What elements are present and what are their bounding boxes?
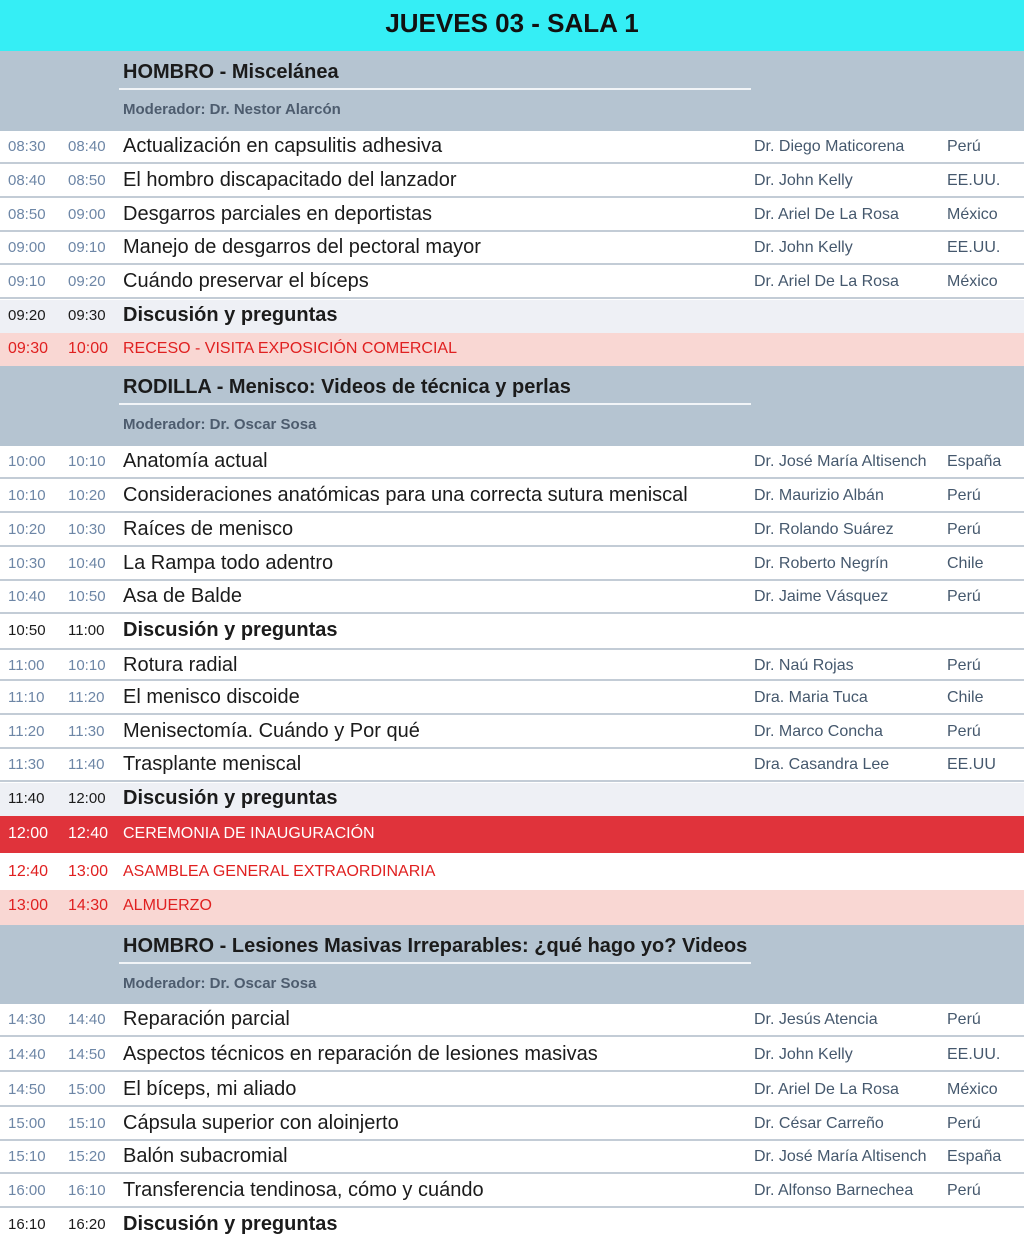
- start-time: 10:20: [8, 521, 46, 538]
- talk-row: [0, 266, 1024, 299]
- section-divider: [119, 88, 751, 90]
- section-header: [0, 51, 1024, 131]
- end-time: 11:40: [68, 756, 105, 773]
- speaker-country: Chile: [947, 689, 984, 706]
- speaker-country: Perú: [947, 1182, 981, 1199]
- talk-title: Actualización en capsulitis adhesiva: [123, 135, 443, 157]
- talk-title: Reparación parcial: [123, 1008, 290, 1030]
- event-label: RECESO - VISITA EXPOSICIÓN COMERCIAL: [123, 340, 457, 357]
- end-time: 14:30: [68, 897, 109, 914]
- end-time: 09:30: [68, 307, 106, 324]
- talk-title: Raíces de menisco: [123, 518, 294, 540]
- talk-title: Aspectos técnicos en reparación de lesiones masivas: [123, 1043, 598, 1065]
- start-time: 10:30: [8, 555, 46, 572]
- end-time: 15:00: [68, 1081, 106, 1098]
- start-time: 10:00: [8, 453, 46, 470]
- speaker-country: España: [947, 1148, 1002, 1165]
- speaker-country: Perú: [947, 487, 981, 504]
- day-title: JUEVES 03 - SALA 1: [385, 8, 639, 38]
- talk-row: [0, 1108, 1024, 1141]
- talk-title: Rotura radial: [123, 654, 238, 676]
- speaker-name: Dr. Ariel De La Rosa: [754, 1081, 899, 1098]
- end-time: 10:00: [68, 340, 109, 357]
- event-label: ASAMBLEA GENERAL EXTRAORDINARIA: [123, 863, 436, 880]
- talk-row: [0, 1004, 1024, 1037]
- recess-row: [0, 333, 1024, 366]
- speaker-country: Chile: [947, 555, 984, 572]
- talk-title: El hombro discapacitado del lanzador: [123, 169, 457, 191]
- speaker-name: Dr. John Kelly: [754, 1046, 853, 1063]
- speaker-country: EE.UU.: [947, 239, 1001, 256]
- discussion-row: [0, 615, 1024, 648]
- end-time: 11:20: [68, 689, 105, 706]
- speaker-country: EE.UU: [947, 756, 996, 773]
- speaker-name: Dr. John Kelly: [754, 239, 853, 256]
- speaker-name: Dr. Alfonso Barnechea: [754, 1182, 914, 1199]
- start-time: 08:30: [8, 138, 46, 155]
- discussion-title: Discusión y preguntas: [123, 619, 338, 641]
- talk-row: [0, 514, 1024, 547]
- assembly-row: [0, 853, 1024, 890]
- end-time: 14:50: [68, 1046, 106, 1063]
- section-title: HOMBRO - Miscelánea: [123, 61, 339, 83]
- end-time: 11:30: [68, 723, 105, 740]
- discussion-row: [0, 300, 1024, 333]
- end-time: 10:50: [68, 588, 106, 605]
- speaker-name: Dr. Marco Concha: [754, 723, 883, 740]
- talk-row: [0, 165, 1024, 198]
- discussion-title: Discusión y preguntas: [123, 1213, 338, 1235]
- start-time: 14:30: [8, 1011, 46, 1028]
- talk-title: Manejo de desgarros del pectoral mayor: [123, 236, 481, 258]
- end-time: 15:20: [68, 1148, 106, 1165]
- end-time: 10:30: [68, 521, 106, 538]
- section-title: HOMBRO - Lesiones Masivas Irreparables: ¿qué hago yo? Videos: [123, 935, 748, 957]
- speaker-name: Dra. Casandra Lee: [754, 756, 890, 773]
- speaker-name: Dr. Rolando Suárez: [754, 521, 894, 538]
- start-time: 12:40: [8, 863, 49, 880]
- speaker-name: Dr. Jaime Vásquez: [754, 588, 889, 605]
- day-header: [0, 0, 1024, 51]
- lunch-row: [0, 890, 1024, 925]
- talk-title: Asa de Balde: [123, 585, 242, 607]
- speaker-name: Dr. Jesús Atencia: [754, 1011, 878, 1028]
- discussion-row: [0, 1209, 1024, 1242]
- speaker-country: Perú: [947, 723, 981, 740]
- end-time: 10:40: [68, 555, 106, 572]
- talk-title: Menisectomía. Cuándo y Por qué: [123, 720, 420, 742]
- talk-title: El menisco discoide: [123, 686, 300, 708]
- talk-row: [0, 581, 1024, 614]
- speaker-name: Dr. Diego Maticorena: [754, 138, 905, 155]
- section-divider: [119, 403, 751, 405]
- end-time: 10:10: [68, 657, 106, 674]
- end-time: 12:00: [68, 790, 106, 807]
- speaker-name: Dr. Naú Rojas: [754, 657, 854, 674]
- start-time: 11:40: [8, 790, 45, 807]
- talk-row: [0, 232, 1024, 265]
- discussion-row: [0, 783, 1024, 816]
- speaker-name: Dr. Ariel De La Rosa: [754, 206, 899, 223]
- speaker-country: EE.UU.: [947, 172, 1001, 189]
- end-time: 12:40: [68, 825, 109, 842]
- talk-title: La Rampa todo adentro: [123, 552, 334, 574]
- talk-title: Balón subacromial: [123, 1145, 288, 1167]
- section-header: [0, 925, 1024, 1004]
- start-time: 11:30: [8, 756, 45, 773]
- start-time: 11:20: [8, 723, 45, 740]
- start-time: 09:20: [8, 307, 46, 324]
- discussion-title: Discusión y preguntas: [123, 787, 338, 809]
- talk-row: [0, 749, 1024, 782]
- speaker-country: Perú: [947, 1011, 981, 1028]
- speaker-country: Perú: [947, 521, 981, 538]
- speaker-country: Perú: [947, 1115, 981, 1132]
- speaker-name: Dr. Maurizio Albán: [754, 487, 884, 504]
- start-time: 14:50: [8, 1081, 46, 1098]
- talk-title: Transferencia tendinosa, cómo y cuándo: [123, 1179, 484, 1201]
- speaker-country: Perú: [947, 138, 981, 155]
- speaker-country: México: [947, 273, 998, 290]
- speaker-country: Perú: [947, 588, 981, 605]
- end-time: 16:20: [68, 1216, 106, 1233]
- talk-title: Cápsula superior con aloinjerto: [123, 1112, 399, 1134]
- start-time: 08:40: [8, 172, 46, 189]
- talk-row: [0, 131, 1024, 164]
- speaker-country: México: [947, 206, 998, 223]
- speaker-name: Dra. Maria Tuca: [754, 689, 868, 706]
- end-time: 10:20: [68, 487, 106, 504]
- talk-row: [0, 1039, 1024, 1072]
- event-label: ALMUERZO: [123, 897, 212, 914]
- talk-row: [0, 199, 1024, 232]
- start-time: 16:00: [8, 1182, 46, 1199]
- end-time: 10:10: [68, 453, 106, 470]
- speaker-name: Dr. José María Altisench: [754, 1148, 927, 1165]
- talk-row: [0, 1175, 1024, 1208]
- start-time: 10:50: [8, 622, 46, 639]
- end-time: 16:10: [68, 1182, 106, 1199]
- talk-row: [0, 716, 1024, 749]
- section-moderator: Moderador: Dr. Nestor Alarcón: [123, 101, 341, 118]
- talk-row: [0, 548, 1024, 581]
- talk-row: [0, 682, 1024, 715]
- discussion-title: Discusión y preguntas: [123, 304, 338, 326]
- start-time: 16:10: [8, 1216, 46, 1233]
- start-time: 15:00: [8, 1115, 46, 1132]
- talk-title: El bíceps, mi aliado: [123, 1078, 297, 1100]
- start-time: 09:30: [8, 340, 49, 357]
- start-time: 11:00: [8, 657, 45, 674]
- speaker-name: Dr. José María Altisench: [754, 453, 927, 470]
- speaker-country: México: [947, 1081, 998, 1098]
- start-time: 15:10: [8, 1148, 46, 1165]
- speaker-name: Dr. César Carreño: [754, 1115, 884, 1132]
- start-time: 11:10: [8, 689, 45, 706]
- end-time: 08:40: [68, 138, 106, 155]
- talk-row: [0, 1074, 1024, 1107]
- end-time: 09:00: [68, 206, 106, 223]
- start-time: 09:00: [8, 239, 46, 256]
- section-divider: [119, 962, 751, 964]
- speaker-country: Perú: [947, 657, 981, 674]
- talk-row: [0, 480, 1024, 513]
- speaker-country: EE.UU.: [947, 1046, 1001, 1063]
- speaker-name: Dr. John Kelly: [754, 172, 853, 189]
- event-label: CEREMONIA DE INAUGURACIÓN: [123, 825, 375, 842]
- talk-title: Anatomía actual: [123, 450, 268, 472]
- section-title: RODILLA - Menisco: Videos de técnica y perlas: [123, 376, 571, 398]
- talk-title: Trasplante meniscal: [123, 753, 302, 775]
- section-moderator: Moderador: Dr. Oscar Sosa: [123, 416, 317, 433]
- start-time: 10:10: [8, 487, 46, 504]
- end-time: 09:10: [68, 239, 106, 256]
- end-time: 09:20: [68, 273, 106, 290]
- end-time: 11:00: [68, 622, 105, 639]
- start-time: 12:00: [8, 825, 49, 842]
- section-moderator: Moderador: Dr. Oscar Sosa: [123, 975, 317, 992]
- start-time: 08:50: [8, 206, 46, 223]
- talk-row: [0, 1141, 1024, 1174]
- end-time: 13:00: [68, 863, 109, 880]
- section-header: [0, 366, 1024, 446]
- ceremony-row: [0, 816, 1024, 853]
- speaker-country: España: [947, 453, 1002, 470]
- talk-row: [0, 648, 1024, 681]
- talk-row: [0, 446, 1024, 479]
- speaker-name: Dr. Roberto Negrín: [754, 555, 889, 572]
- end-time: 08:50: [68, 172, 106, 189]
- talk-title: Consideraciones anatómicas para una correcta sutura meniscal: [123, 484, 688, 506]
- end-time: 15:10: [68, 1115, 106, 1132]
- start-time: 13:00: [8, 897, 49, 914]
- start-time: 10:40: [8, 588, 46, 605]
- start-time: 14:40: [8, 1046, 46, 1063]
- talk-title: Cuándo preservar el bíceps: [123, 270, 369, 292]
- end-time: 14:40: [68, 1011, 106, 1028]
- start-time: 09:10: [8, 273, 46, 290]
- talk-title: Desgarros parciales en deportistas: [123, 203, 433, 225]
- speaker-name: Dr. Ariel De La Rosa: [754, 273, 899, 290]
